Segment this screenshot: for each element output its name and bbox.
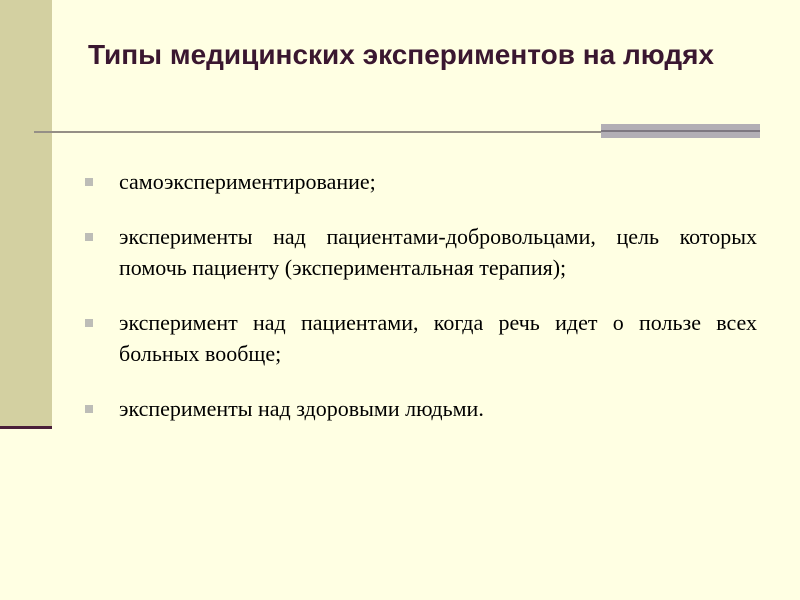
square-bullet-icon [85,233,93,241]
title-divider [34,131,602,133]
square-bullet-icon [85,319,93,327]
square-bullet-icon [85,178,93,186]
bullet-item-3 [85,307,757,369]
bullet-list [85,166,757,448]
title-divider-accent-line [601,130,760,132]
bullet-text: самоэкспериментирование; [119,169,376,194]
side-accent-underline [0,426,52,429]
side-accent-bar [0,0,52,426]
bullet-text: эксперименты над здоровыми людьми. [119,396,484,421]
bullet-item-2 [85,221,757,283]
bullet-item-4 [85,393,757,424]
slide-title: Типы медицинских экспериментов на людях [88,39,715,70]
square-bullet-icon [85,405,93,413]
bullet-item-1 [85,166,757,197]
bullet-text: эксперимент над пациентами, когда речь идет о пользе всех больных вообще; [119,310,757,366]
bullet-text: эксперименты над пациентами-добровольцами, цель которых помочь пациенту (экспериментальная терапия); [119,224,757,280]
